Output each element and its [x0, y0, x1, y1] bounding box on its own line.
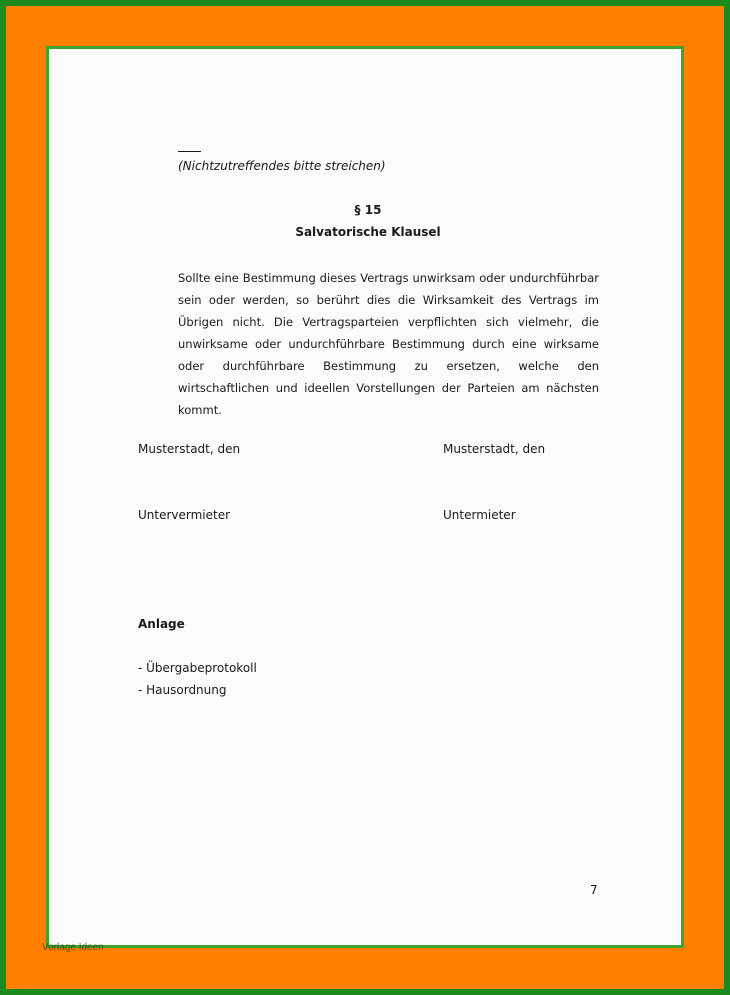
paragraph-line: wirtschaftlichen und ideellen Vorstellungen der Parteien am nächsten — [178, 381, 599, 395]
attachment-item: - Hausordnung — [138, 683, 227, 697]
page-number: 7 — [590, 883, 598, 897]
blank-line — [178, 151, 201, 152]
document-page — [46, 46, 684, 948]
paragraph-line: oder durchführbare Bestimmung zu ersetzen, welche den — [178, 359, 599, 373]
paragraph-line: kommt. — [178, 403, 222, 417]
right-place-date: Musterstadt, den — [443, 442, 546, 456]
section-title: Salvatorische Klausel — [295, 225, 441, 239]
section-number: § 15 — [354, 203, 382, 217]
paragraph-line: Übrigen nicht. Die Vertragsparteien verpflichten sich vielmehr, die — [178, 315, 599, 329]
strike-note: (Nichtzutreffendes bitte streichen) — [178, 159, 386, 173]
paragraph-line: Sollte eine Bestimmung dieses Vertrags unwirksam oder undurchführbar — [178, 271, 599, 285]
left-place-date: Musterstadt, den — [138, 442, 241, 456]
left-signatory-role: Untervermieter — [138, 508, 231, 522]
watermark: Vorlage Ideen — [42, 942, 104, 953]
attachment-item: - Übergabeprotokoll — [138, 661, 257, 675]
attachments-heading: Anlage — [138, 617, 185, 631]
clause-paragraph — [178, 267, 599, 421]
paragraph-line: unwirksame oder undurchführbare Bestimmung durch eine wirksame — [178, 337, 599, 351]
right-signatory-role: Untermieter — [443, 508, 516, 522]
paragraph-line: sein oder werden, so berührt dies die Wirksamkeit des Vertrags im — [178, 293, 599, 307]
